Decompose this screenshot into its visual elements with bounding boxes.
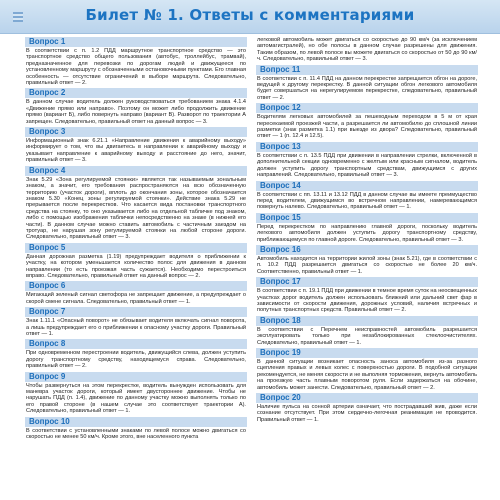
question-heading: Вопрос 8 [25,339,247,349]
question-heading: Вопрос 6 [25,281,247,291]
answer-text: В соответствии с п. 19.1 ПДД при движении в темное время суток на неосвещенных участках дорог водитель должен использовать ближний или дальний свет фар в зависимости от скорости движения, дорожных условий, наличия встречных и попутных транспортных средств. Правильный ответ — 2. [257,288,477,314]
answer-text: В данном случае водитель должен руководствоваться требованием знака 4.1.4 «Движение прямо или направо». Поэтому он может либо продолжить движение прямо (вариант Б), либо повернуть направо (вариант В). Разворот по траектории А запрещен. Следовательно, правильный ответ на данный вопрос — 3. [26,99,246,125]
question-block [256,142,478,180]
answer-text: Данная дорожная разметка (1.19) предупреждает водителя о приближении к участку, на котором уменьшается количество полос для движения в данном направлении (то есть проезжая часть сужается). Необходимо перестроиться вправо. Следовательно, правильный ответ на данный вопрос — 2. [26,253,246,279]
question-block [25,88,247,126]
answer-text: Перед перекрестком по направлению главной дороги, поскольку водитель легкового автомобиля должен уступить дорогу транспортному средству, приближающемуся по главной дороге. Следовательно, правильный ответ — 3. [257,223,477,243]
question-block [25,243,247,281]
question-heading: Вопрос 3 [25,127,247,137]
question-block [256,277,478,315]
question-block [256,181,478,212]
question-heading: Вопрос 17 [256,277,478,287]
question-block [25,166,247,242]
question-heading: Вопрос 9 [25,372,247,382]
question-block [25,339,247,370]
question-block [256,348,478,392]
question-block [256,393,478,424]
question-block [25,127,247,165]
answer-text: Автомобиль находится на территории жилой зоны (знак 5.21), где в соответствии с п. 10.2 ПДД разрешается двигаться со скоростью не более 20 км/ч. Соответственно, правильный ответ — 1. [257,255,477,275]
question-heading: Вопрос 5 [25,243,247,253]
answer-text: легковой автомобиль может двигаться со скоростью до 90 км/ч (за исключением автомагистралей), но обе полосы в данном случае разрешены для движения. Таким образом, по левой полосе вы можете двигаться со скоростью от 50 до 90 км/ч. Следовательно, правильный ответ — 3. [257,37,477,63]
question-heading: Вопрос 20 [256,393,478,403]
question-heading: Вопрос 13 [256,142,478,152]
question-block [256,245,478,276]
question-block [256,103,478,141]
question-heading: Вопрос 16 [256,245,478,255]
answer-text: В данной ситуации возникает опасность заноса автомобиля из-за разного сцепления правых и левых колес с поверхностью дороги. В подобной ситуации рекомендуется, не меняя скорости и не выполняя торможения, вернуть автомобиль на проезжую часть плавным поворотом руля. Если задержаться на обочине, автомобиль может занести. Следовательно, правильный ответ — 2. [257,359,477,391]
answer-text: В соответствии с установленными знаками по левой полосе можно двигаться со скоростью не менее 50 км/ч. Кроме этого, вне населенного пункта [26,427,246,441]
answers-column-left [25,37,247,500]
question-block [256,65,478,103]
question-heading: Вопрос 2 [25,88,247,98]
question-heading: Вопрос 4 [25,166,247,176]
answer-text: В соответствии с п. 13.5 ПДД при движении в направлении стрелки, включенной в дополнительной секции одновременно с желтым или красным сигналом, водитель должен уступить дорогу транспортным средствам, движущимся с других направлений. Следовательно, правильный ответ — 3. [257,152,477,179]
answer-text: В соответствии с Перечнем неисправностей автомобиль разрешается эксплуатировать только при незаблокированных стеклоочистителях. Следовательно, правильный ответ — 1. [257,326,477,346]
answer-text: В соответствии с п. 1.2 ПДД маршрутное транспортное средство — это транспортное средство общего пользования (автобус, троллейбус, трамвай), предназначенное для перевозки по дорогам людей и движущееся по установленному маршруту с обозначенными остановочными пунктами. Его главная особенность — отсутствие ограничений в выборе маршрута. Следовательно, правильный ответ — 2. [26,48,246,87]
answers-columns [0,37,500,500]
answer-text: В соответствии с пп. 13.11 и 13.12 ПДД в данном случае вы имеете преимущество перед водителем, движущимся во встречном направлении, намеревающимся повернуть налево. Следовательно, правильный ответ — 1. [257,191,477,211]
question-heading: Вопрос 1 [25,37,247,47]
question-heading: Вопрос 14 [256,181,478,191]
title-banner [0,0,500,34]
answer-text: В соответствии с п. 11.4 ПДД на данном перекрестке запрещается обгон на дороге, ведущей к другому перекрестку. В данной ситуации обгон легкового автомобиля будет совершаться на нерегулируемом перекрестке, следовательно, правильный ответ — 2. [257,75,477,101]
question-block [25,372,247,416]
question-block [25,307,247,338]
question-heading: Вопрос 18 [256,316,478,326]
question-block [256,316,478,347]
answer-text: Наличие пульса на сонной артерии означает, что пострадавший жив, даже если сознание отсутствует. При этом сердечно-легочная реанимация не проводится. Правильный ответ — 1. [257,404,477,423]
answer-text: Водителям легковых автомобилей за пешеходным переходом в 5 м от края пересекаемой проезжей части, а разрешается ли автомобилю до сплошной линии разметки (знак разметка 1.1) при выезде из двора? Следовательно, правильный ответ — 1 (п. 12.4 и 12.5). [257,114,477,140]
question-block [25,417,247,442]
question-block [256,213,478,244]
answer-text: Информационный знак 6.21.1 «Направление движения к аварийному выходу» информирует о том, что вы двигаетесь в направлении к аварийному выходу и указывает направление к аварийному выходу и расстояние до него, значит, правильный ответ — 3. [26,138,246,164]
answer-text: Знак 1.11.1 «Опасный поворот» не обязывает водителя включать сигнал поворота, а лишь предупреждает его о приближении к опасному участку дороги. Правильный ответ — 1. [26,318,246,337]
question-heading: Вопрос 10 [25,417,247,427]
question-heading: Вопрос 12 [256,103,478,113]
continued-answer-block [256,37,478,64]
question-heading: Вопрос 11 [256,65,478,75]
answers-column-right [256,37,478,500]
question-heading: Вопрос 19 [256,348,478,358]
question-block [25,281,247,306]
answer-text: При одновременном перестроении водитель, движущийся слева, должен уступить дорогу транспортному средству, находящемуся справа. Следовательно, правильный ответ — 2. [26,350,246,370]
question-heading: Вопрос 15 [256,213,478,223]
answer-text: Мигающий зеленый сигнал светофора не запрещает движение, а предупреждает о скорой смене сигнала. Следовательно, правильный ответ — 1. [26,292,246,305]
answer-text: Чтобы развернуться на этом перекрестке, водитель вынужден использовать для маневра участок дороги, который имеет двустороннее движение. Чтобы не нарушать ПДД (п. 1.4), движение по данному участку можно выполнять только по его правой стороне (в нашем случае это соответствует траектории А). Следовательно, правильный ответ — 1. [26,382,246,415]
question-block [25,37,247,87]
page-title: Билет № 1. Ответы с комментариями [85,6,415,24]
question-heading: Вопрос 7 [25,307,247,317]
answer-text: Знак 5.29 «Зона регулируемой стоянки» является так называемым зональным знаком, а значит, его требования распространяются на всю обозначенную территорию (участок дороги), вплоть до окончания зоны, которое обозначается знаком 5.30 «Конец зоны регулируемой стоянки». Действие знака 5.29 не прерывается после перекрестков. Что касается вида постановки транспортного средства на стоянку, то оно указывается либо на отдельной табличке под знаком, либо с помощью изображения таблички непосредственно на знаке (в нижней его части). В данном случае можно ставить автомобиль с частичным заездом на тротуар, не нарушая зону регулируемой стоянки на любой стороне дороги. Следовательно, правильный ответ — 3. [26,176,246,241]
